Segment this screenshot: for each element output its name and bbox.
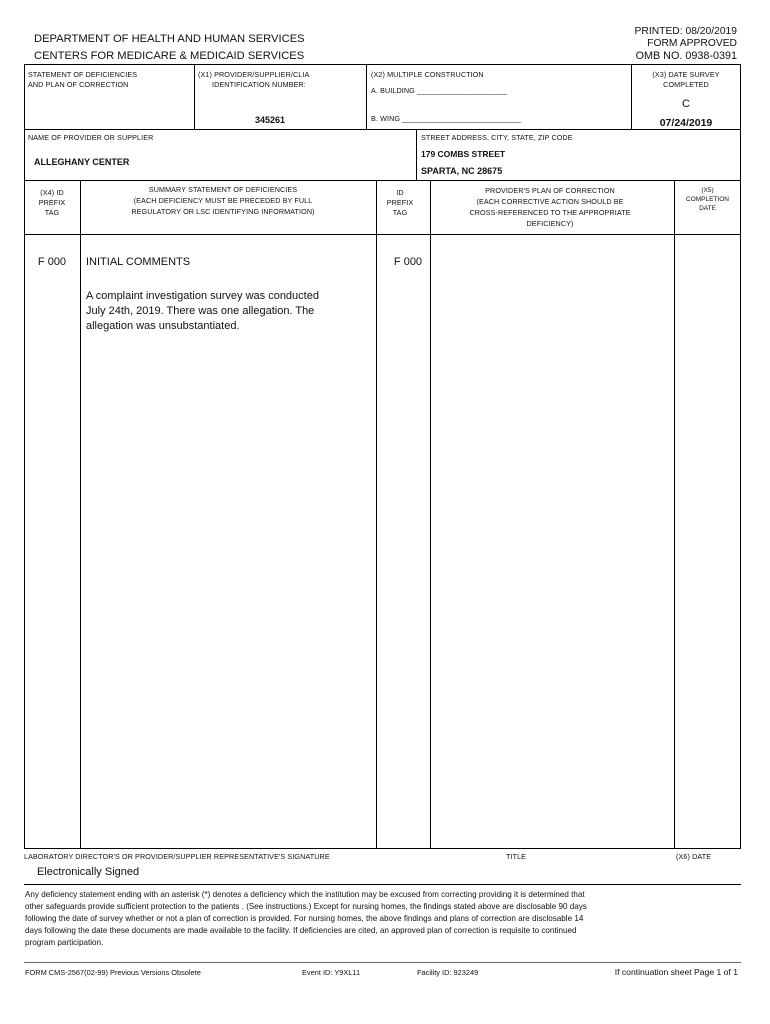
- x2-label: (X2) MULTIPLE CONSTRUCTION: [371, 70, 484, 79]
- omb-number: OMB NO. 0938-0391: [635, 50, 737, 62]
- x1-label-1: (X1) PROVIDER/SUPPLIER/CLIA: [198, 70, 310, 79]
- row-border-2: [24, 180, 741, 181]
- x3-label-1: (X3) DATE SURVEY: [652, 70, 720, 79]
- footer-border: [24, 962, 741, 963]
- signature-label: LABORATORY DIRECTOR'S OR PROVIDER/SUPPLIER REPRESENTATIVE'S SIGNATURE: [24, 852, 330, 861]
- divider-x2: [366, 64, 367, 129]
- x4-header-3: TAG: [44, 208, 60, 217]
- footer-event-id: Event ID: Y9XL11: [302, 968, 361, 977]
- col-divider-2: [376, 180, 377, 848]
- plan-header-4: DEFICIENCY): [526, 219, 574, 228]
- col-divider-3: [430, 180, 431, 848]
- disclaimer-line-5: program participation.: [25, 938, 104, 947]
- footer-facility-id: Facility ID: 923249: [417, 968, 479, 977]
- left-border-body: [24, 234, 25, 848]
- signature-value: Electronically Signed: [37, 866, 140, 878]
- summary-header-2: (EACH DEFICIENCY MUST BE PRECEDED BY FULL: [133, 196, 313, 205]
- x5-header-2: COMPLETION: [686, 196, 729, 203]
- footer-continuation: If continuation sheet Page 1 of 1: [614, 967, 738, 977]
- plan-header-3: CROSS-REFERENCED TO THE APPROPRIATE: [469, 208, 631, 217]
- x5-header-3: DATE: [699, 205, 716, 212]
- provider-name-value: ALLEGHANY CENTER: [34, 157, 130, 167]
- x3-date: 07/24/2019: [659, 117, 713, 129]
- entry-title: INITIAL COMMENTS: [86, 256, 191, 268]
- entry-text-3: allegation was unsubstantiated.: [86, 320, 240, 332]
- summary-header-1: SUMMARY STATEMENT OF DEFICIENCIES: [148, 185, 298, 194]
- date-label: (X6) DATE: [676, 852, 712, 861]
- disclaimer-line-4: days following the date these documents are made available to the facility. If deficiencies are cited, an approved plan of correction is requisite to continued: [25, 926, 577, 935]
- id-header-3: TAG: [392, 208, 408, 217]
- x3-code: C: [682, 98, 690, 110]
- plan-header-1: PROVIDER'S PLAN OF CORRECTION: [485, 186, 615, 195]
- statement-label-2: AND PLAN OF CORRECTION: [28, 80, 129, 89]
- entry-tag: F 000: [37, 256, 67, 268]
- city-state-zip: SPARTA, NC 28675: [421, 166, 503, 176]
- provider-name-label: NAME OF PROVIDER OR SUPPLIER: [28, 133, 154, 142]
- id-header-1: ID: [396, 188, 404, 197]
- statement-label-1: STATEMENT OF DEFICIENCIES: [28, 70, 138, 79]
- building-label: A. BUILDING ______________________: [371, 86, 508, 95]
- signature-top-border: [24, 848, 741, 849]
- department-title: DEPARTMENT OF HEALTH AND HUMAN SERVICES: [34, 33, 305, 45]
- plan-tag: F 000: [393, 256, 423, 268]
- plan-header-2: (EACH CORRECTIVE ACTION SHOULD BE: [476, 197, 624, 206]
- x1-label-2: IDENTIFICATION NUMBER:: [212, 80, 306, 89]
- form-approved: FORM APPROVED: [647, 38, 737, 49]
- right-border-body: [740, 234, 741, 848]
- x3-label-2: COMPLETED: [663, 80, 709, 89]
- disclaimer-line-3: following the date of survey whether or not a plan of correction is provided. For nursing homes, the above findings and plans of correction are disclosable 14: [25, 914, 584, 923]
- top-border: [24, 64, 741, 65]
- right-border-top: [740, 64, 741, 234]
- street-address: 179 COMBS STREET: [421, 149, 506, 159]
- x5-header-1: (X5): [701, 187, 714, 194]
- title-label: TITLE: [506, 852, 527, 861]
- signature-bottom-border: [24, 884, 741, 885]
- wing-label: B. WING _____________________________: [371, 114, 521, 123]
- col-divider-4: [674, 180, 675, 848]
- divider-x1: [194, 64, 195, 129]
- header-bottom-border: [24, 234, 741, 235]
- address-label: STREET ADDRESS, CITY, STATE, ZIP CODE: [421, 133, 573, 142]
- summary-header-3: REGULATORY OR LSC IDENTIFYING INFORMATION): [131, 207, 315, 216]
- centers-title: CENTERS FOR MEDICARE & MEDICAID SERVICES: [34, 50, 305, 62]
- id-header-2: PREFIX: [386, 198, 414, 207]
- printed-date: PRINTED: 08/20/2019: [634, 26, 737, 37]
- col-divider-1: [80, 180, 81, 848]
- disclaimer-line-2: other safeguards provide sufficient protection to the patients . (See instructions.) Except for nursing homes, the findings stated above are disclosable 90 days: [25, 902, 587, 911]
- x4-header-2: PREFIX: [38, 198, 66, 207]
- divider-address: [416, 129, 417, 180]
- x4-header-1: (X4) ID: [40, 188, 64, 197]
- entry-text-2: July 24th, 2019. There was one allegation. The: [86, 305, 315, 317]
- x1-value: 345261: [255, 115, 286, 125]
- entry-text-1: A complaint investigation survey was conducted: [86, 290, 319, 302]
- disclaimer-line-1: Any deficiency statement ending with an asterisk (*) denotes a deficiency which the institution may be excused from correcting providing it is determined that: [25, 890, 585, 899]
- row-border-1: [24, 129, 741, 130]
- footer-form-id: FORM CMS-2567(02-99) Previous Versions Obsolete: [25, 968, 201, 977]
